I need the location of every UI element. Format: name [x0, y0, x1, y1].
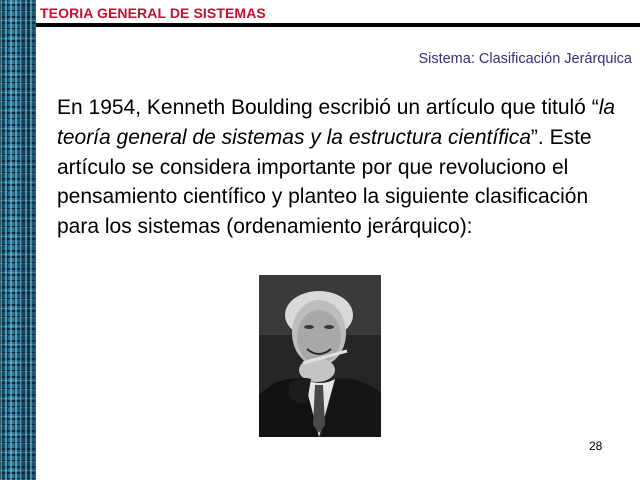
body-text-part1: En 1954, Kenneth Boulding escribió un artículo que tituló “ [57, 96, 599, 119]
slide-header-title: TEORIA GENERAL DE SISTEMAS [40, 5, 266, 21]
slide-subtitle: Sistema: Clasificación Jerárquica [418, 51, 632, 67]
header-divider [36, 23, 640, 27]
decorative-binary-strip [0, 0, 36, 480]
portrait-illustration [259, 275, 381, 437]
body-text-part2: ”. Este artículo se considera importante por que revoluciono el pensamiento científico y planteo la siguiente clasificación para los sistemas (ordenamiento jerárquico): [57, 125, 592, 239]
page-number: 28 [589, 439, 603, 453]
article-title: la teoría general de sistemas y la estructura científica [57, 96, 616, 149]
portrait-photo [259, 275, 381, 437]
body-paragraph [57, 93, 617, 242]
